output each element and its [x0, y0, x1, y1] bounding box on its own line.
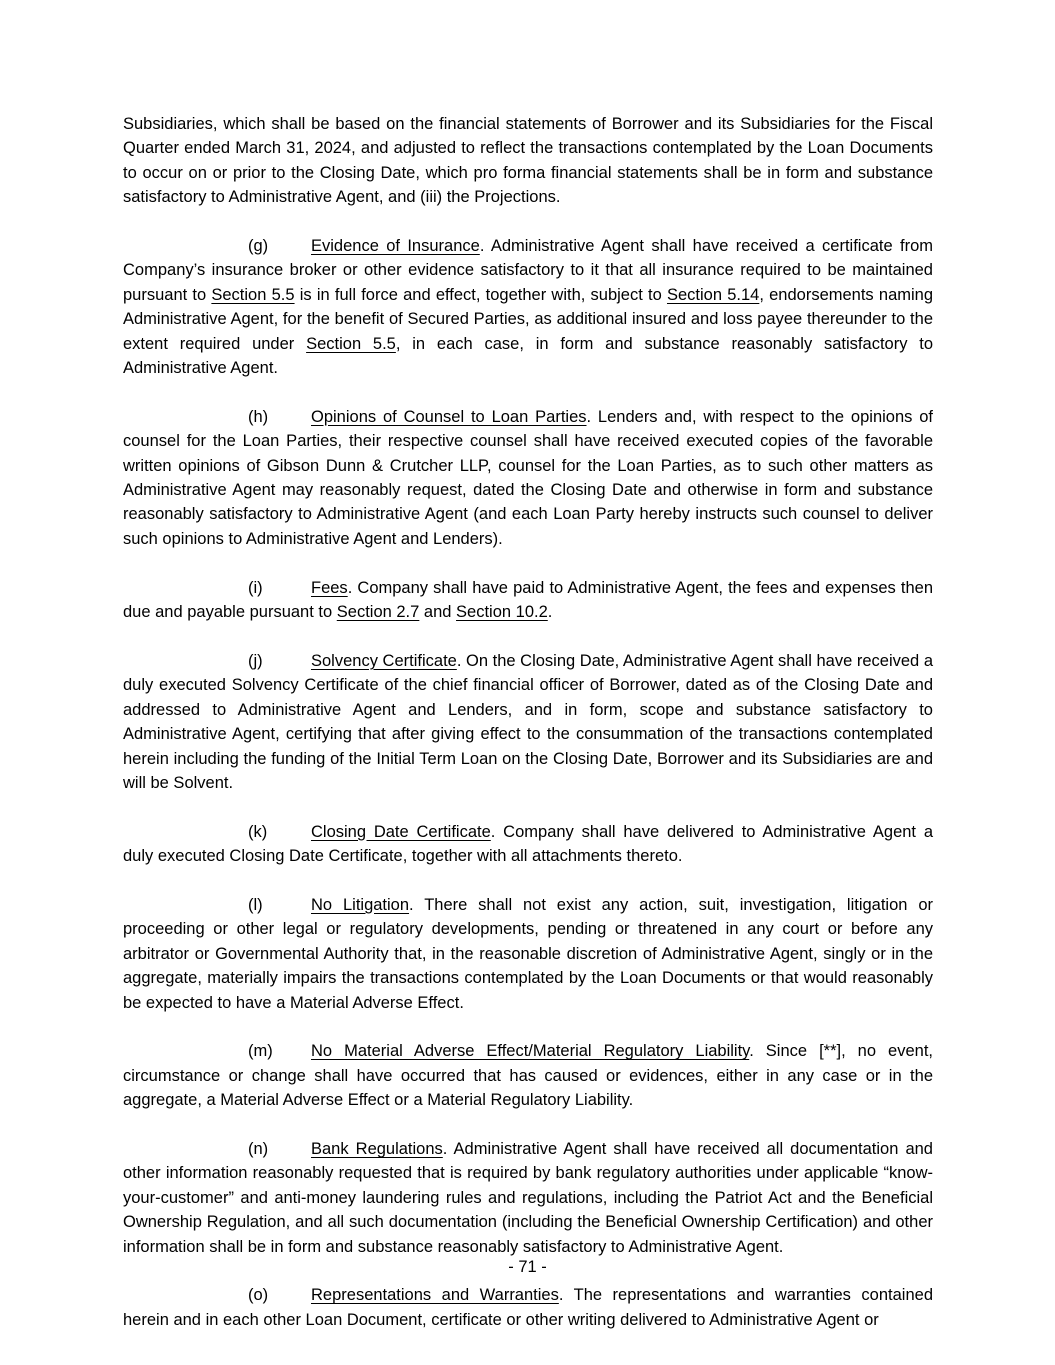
paragraph [123, 405, 933, 551]
text-run: . Company shall have paid to Administrative Agent, the fees and expenses then due and payable pursuant to [123, 578, 933, 622]
underlined-heading-text: Representations and Warranties [311, 1286, 559, 1305]
underlined-heading-text: Solvency Certificate [311, 651, 457, 670]
text-run: is in full force and effect, together with, subject to [294, 285, 667, 304]
underlined-heading-text: Bank Regulations [311, 1139, 443, 1158]
underlined-heading-text: No Litigation [311, 895, 410, 914]
paragraph-label: (h) [248, 407, 269, 426]
paragraph-label: (l) [248, 895, 263, 914]
underlined-heading-text: Section 5.14 [666, 285, 760, 304]
paragraph [123, 576, 933, 625]
paragraph [123, 112, 933, 210]
underlined-heading-text: Section 5.5 [306, 334, 396, 353]
paragraph [123, 234, 933, 380]
paragraph-label: (g) [248, 237, 269, 256]
text-run: . Administrative Agent shall have received a certificate from Company’s insurance broker or other evidence satisfactory to it that all insurance required to be maintained pursuant to [123, 237, 933, 304]
text-run: . On the Closing Date, Administrative Agent shall have received a duly executed Solvency Certificate of the chief financial officer of Borrower, dated as of the Closing Date and addressed to Administrative Agent and Lenders, and in form, scope and substance satisfactory to Administrative Agent, certifying that after giving effect to the consummation of the transactions contemplated herein including the funding of the Initial Term Loan on the Closing Date, Borrower and its Subsidiaries are and will be Solvent. [123, 651, 933, 792]
paragraph-label: (i) [248, 578, 263, 597]
paragraph [123, 1137, 933, 1259]
underlined-heading-text: Section 2.7 [336, 603, 420, 622]
paragraph-label: (m) [248, 1042, 273, 1061]
underlined-heading-text: Section 5.5 [211, 285, 295, 304]
text-run: , endorsements naming Administrative Agent, for the benefit of Secured Parties, as additional insured and loss payee thereunder to the extent required under [123, 285, 934, 353]
text-run: . Administrative Agent shall have received all documentation and other information reasonably requested that is required by bank regulatory authorities under applicable “know-your-customer” and anti-money laundering rules and regulations, including the Patriot Act and the Beneficial Ownership Regulation, and all such documentation (including the Beneficial Ownership Certification) and other information shall be in form and substance reasonably satisfactory to Administrative Agent. [123, 1139, 933, 1256]
paragraph-label: (n) [248, 1139, 269, 1158]
document-body [123, 112, 933, 1332]
paragraph [123, 893, 933, 1015]
underlined-heading-text: No Material Adverse Effect/Material Regulatory Liability [311, 1042, 750, 1061]
paragraph [123, 1039, 933, 1112]
text-run: , in each case, in form and substance reasonably satisfactory to Administrative Agent. [123, 334, 934, 378]
text-run: and [419, 603, 457, 622]
underlined-heading-text: Fees [311, 578, 348, 597]
paragraph [123, 820, 933, 869]
underlined-heading-text: Closing Date Certificate [311, 822, 491, 841]
underlined-heading-text: Opinions of Counsel to Loan Parties [311, 407, 587, 426]
paragraph [123, 1283, 933, 1332]
page-number: - 71 - [508, 1258, 547, 1276]
paragraph-label: (k) [248, 822, 268, 841]
text-run: . Lenders and, with respect to the opinions of counsel for the Loan Parties, their respective counsel shall have received executed copies of the favorable written opinions of Gibson Dunn & Crutcher LLP, counsel for the Loan Parties, as to such other matters as Administrative Agent may reasonably request, dated the Closing Date and otherwise in form and substance reasonably satisfactory to Administrative Agent (and each Loan Party hereby instructs such counsel to deliver such opinions to Administrative Agent and Lenders). [123, 407, 933, 548]
underlined-heading-text: Section 10.2 [456, 603, 548, 622]
text-run: . The representations and warranties contained herein and in each other Loan Document, certificate or other writing delivered to Administrative Agent or [123, 1286, 933, 1329]
paragraph [123, 649, 933, 795]
text-run: . There shall not exist any action, suit, investigation, litigation or proceeding or other legal or regulatory developments, pending or threatened in any court or before any arbitrator or Governmental Authority that, in the reasonable discretion of Administrative Agent, singly or in the aggregate, materially impairs the transactions contemplated by the Loan Documents or that would reasonably be expected to have a Material Adverse Effect. [123, 895, 933, 1012]
text-run: Subsidiaries, which shall be based on the financial statements of Borrower and its Subsidiaries for the Fiscal Quarter ended March 31, 2024, and adjusted to reflect the transactions contemplated by the Loan Documents to occur on or prior to the Closing Date, which pro forma financial statements shall be in form and substance satisfactory to Administrative Agent, and (iii) the Projections. [123, 115, 933, 207]
text-run: . [547, 603, 553, 622]
paragraph-label: (o) [248, 1286, 269, 1305]
text-run: . Company shall have delivered to Administrative Agent a duly executed Closing Date Certificate, together with all attachments thereto. [123, 822, 933, 866]
text-run: . Since [**], no event, circumstance or change shall have occurred that has caused or evidences, either in any case or in the aggregate, a Material Adverse Effect or a Material Regulatory Liability. [123, 1042, 933, 1110]
underlined-heading-text: Evidence of Insurance [311, 237, 480, 256]
paragraph-label: (j) [248, 651, 263, 670]
